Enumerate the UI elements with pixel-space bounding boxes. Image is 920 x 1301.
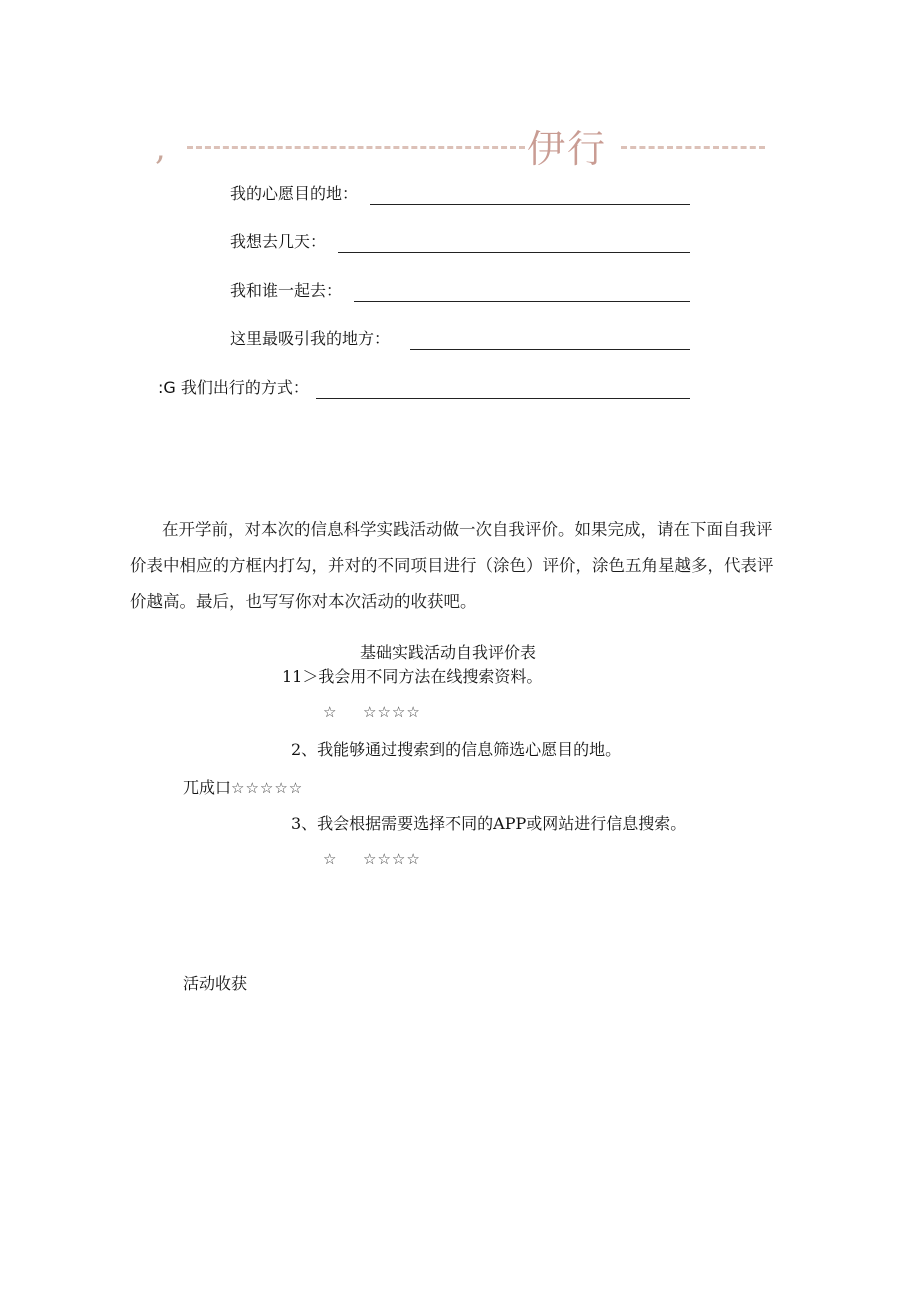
answer-line-attraction[interactable] [410,349,690,350]
header-dash-left [187,146,525,149]
field-label: 我想去几天： [230,232,327,251]
star-rating-single[interactable]: ☆ [323,850,338,868]
field-label: 我的心愿目的地： [230,184,359,203]
harvest-label: 活动收获 [183,974,248,993]
star-rating-group[interactable]: ☆☆☆☆ [363,850,421,868]
answer-line-destination[interactable] [370,204,690,205]
header-banner [155,120,765,172]
answer-line-companions[interactable] [354,301,690,302]
star-rating[interactable]: ☆☆☆☆☆ [231,779,304,797]
evaluation-item-prefix [183,775,303,798]
field-label: 这里最吸引我的地方： [230,329,391,348]
field-label: :G 我们出行的方式： [158,378,309,397]
intro-paragraph: 在开学前，对本次的信息科学实践活动做一次自我评价。如果完成，请在下面自我评价表中相应的方框内打勾，并对的不同项目进行（涂色）评价，涂色五角星越多，代表评价越高。最后，也写写你对本次活动的收获吧。 [130,520,774,611]
answer-line-days[interactable] [338,252,690,253]
header-lead-mark: , [155,128,166,168]
completion-checkbox-label[interactable]: 兀成口 [183,778,232,797]
evaluation-item-text: 3、我会根据需要选择不同的APP或网站进行信息搜索。 [291,814,687,833]
field-label: 我和谁一起去： [230,281,343,300]
star-rating-single[interactable]: ☆ [323,703,338,721]
header-title: 伊行 [527,127,608,171]
answer-line-travel-mode[interactable] [316,398,690,399]
form-field-travel-mode [158,377,690,403]
evaluation-item-text: 2、我能够通过搜索到的信息筛选心愿目的地。 [291,740,622,759]
evaluation-item-text: 11＞我会用不同方法在线搜索资料。 [282,667,543,686]
star-rating-group[interactable]: ☆☆☆☆ [363,703,421,721]
evaluation-title: 基础实践活动自我评价表 [360,643,537,662]
header-dash-right [621,146,765,149]
form-field-destination [230,183,690,209]
form-field-companions [230,280,690,306]
form-field-days [230,231,690,257]
form-field-attraction [230,328,690,354]
